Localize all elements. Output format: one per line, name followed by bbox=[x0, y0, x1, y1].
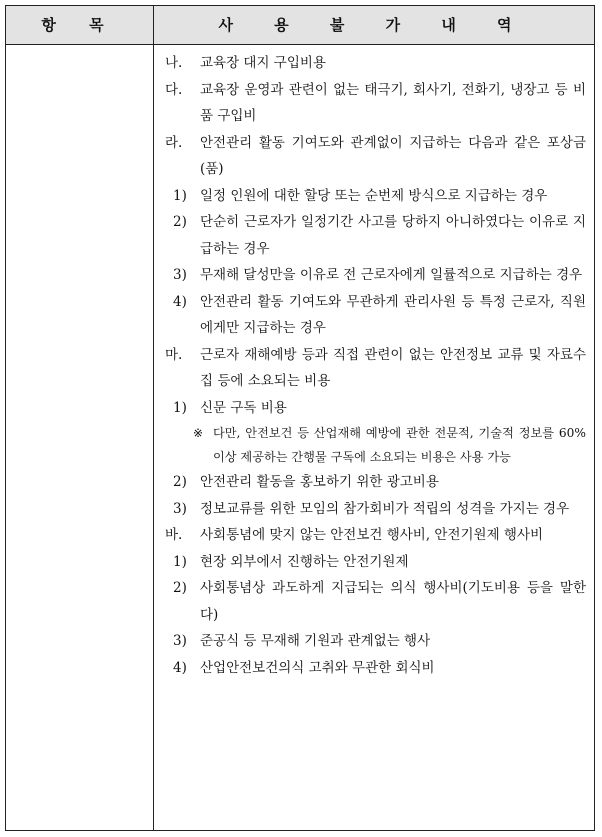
main-item bbox=[165, 130, 586, 183]
column-divider bbox=[153, 6, 154, 830]
header-details-column: 사 용 불 가 내 역 bbox=[218, 16, 530, 34]
table-frame bbox=[5, 5, 595, 831]
item-text: 사회통념에 맞지 않는 안전보건 행사비, 안전기원제 행사비 bbox=[200, 527, 544, 543]
item-text: 교육장 운영과 관련이 없는 태극기, 회사기, 전화기, 냉장고 등 비품 구입비 bbox=[200, 81, 586, 124]
item-text: 산업안전보건의식 고취와 무관한 회식비 bbox=[200, 659, 435, 676]
item-text: 신문 구독 비용 bbox=[200, 399, 287, 416]
item-text: 정보교류를 위한 모임의 참가회비가 적립의 성격을 가지는 경우 bbox=[200, 500, 570, 517]
sub-item bbox=[165, 262, 586, 289]
main-item bbox=[165, 77, 586, 130]
item-label: ※ bbox=[193, 426, 204, 440]
item-text: 일정 인원에 대한 할당 또는 순번제 방식으로 지급하는 경우 bbox=[200, 187, 548, 204]
sub-item bbox=[165, 575, 586, 628]
sub-item bbox=[165, 183, 586, 210]
sub-item bbox=[165, 469, 586, 496]
note-item bbox=[165, 421, 586, 469]
main-item bbox=[165, 342, 586, 395]
item-text: 사회통념상 과도하게 지급되는 의식 행사비(기도비용 등을 말한다) bbox=[200, 580, 586, 623]
table-header bbox=[6, 6, 594, 45]
item-text: 준공식 등 무재해 기원과 관계없는 행사 bbox=[200, 633, 431, 649]
item-label: 나. bbox=[165, 55, 183, 71]
item-text: 교육장 대지 구입비용 bbox=[200, 55, 326, 71]
item-label: 4) bbox=[173, 659, 187, 676]
item-label: 1) bbox=[173, 553, 187, 570]
item-text: 근로자 재해예방 등과 직접 관련이 없는 안전정보 교류 및 자료수집 등에 소요되는 비용 bbox=[200, 346, 586, 389]
item-text: 안전관리 활동 기여도와 관계없이 지급하는 다음과 같은 포상금(품) bbox=[200, 134, 586, 177]
item-text: 다만, 안전보건 등 산업재해 예방에 관한 전문적, 기술적 정보를 60% 이상 제공하는 간행물 구독에 소요되는 비용은 사용 가능 bbox=[213, 426, 586, 464]
item-text: 무재해 달성만을 이유로 전 근로자에게 일률적으로 지급하는 경우 bbox=[200, 267, 583, 283]
item-label: 4) bbox=[173, 293, 187, 310]
sub-item bbox=[165, 209, 586, 262]
item-label: 3) bbox=[173, 500, 187, 517]
item-text: 현장 외부에서 진행하는 안전기원제 bbox=[200, 553, 409, 570]
item-label: 1) bbox=[173, 187, 187, 204]
item-label: 마. bbox=[165, 346, 183, 363]
header-item-column: 항 목 bbox=[41, 16, 118, 34]
sub-item bbox=[165, 395, 586, 422]
sub-item bbox=[165, 628, 586, 655]
sub-item bbox=[165, 496, 586, 523]
item-label: 1) bbox=[173, 399, 187, 416]
main-item bbox=[165, 50, 586, 77]
item-text: 단순히 근로자가 일정기간 사고를 당하지 아니하였다는 이유로 지급하는 경우 bbox=[200, 214, 586, 257]
item-label: 2) bbox=[173, 214, 187, 230]
main-item bbox=[165, 522, 586, 549]
item-text: 안전관리 활동을 홍보하기 위한 광고비용 bbox=[200, 474, 439, 490]
sub-item bbox=[165, 289, 586, 342]
item-label: 3) bbox=[173, 267, 187, 283]
item-text: 안전관리 활동 기여도와 무관하게 관리사원 등 특정 근로자, 직원에게만 지급하는 경우 bbox=[200, 293, 586, 336]
item-label: 2) bbox=[173, 580, 187, 596]
item-label: 다. bbox=[165, 81, 183, 98]
item-label: 2) bbox=[173, 474, 187, 490]
sub-item bbox=[165, 549, 586, 576]
details-content bbox=[165, 50, 586, 681]
item-label: 3) bbox=[173, 633, 187, 649]
item-label: 라. bbox=[165, 134, 183, 151]
sub-item bbox=[165, 655, 586, 682]
item-label: 바. bbox=[165, 527, 183, 543]
